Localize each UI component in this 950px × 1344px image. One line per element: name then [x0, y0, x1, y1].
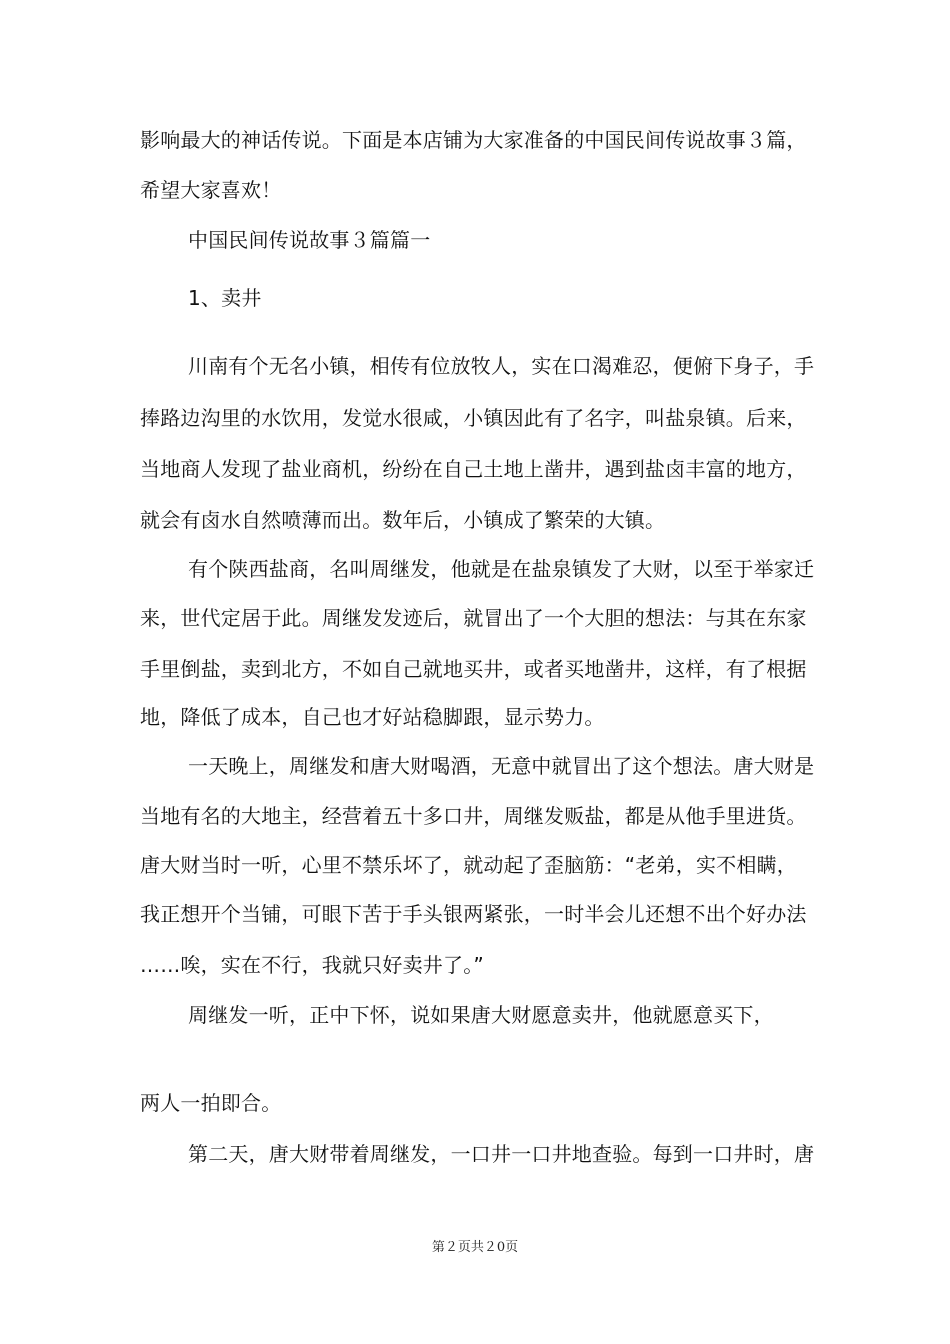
- text-line: 手里倒盐，卖到北方，不如自己就地买井，或者买地凿井，这样，有了根据: [140, 657, 807, 681]
- text-line: ……唉，实在不行，我就只好卖井了。”: [140, 953, 484, 977]
- text-line: 地，降低了成本，自己也才好站稳脚跟，显示势力。: [140, 705, 605, 729]
- text-line: 当地商人发现了盐业商机，纷纷在自己土地上凿井，遇到盐卤丰富的地方，: [140, 457, 807, 481]
- text-line: 有个陕西盐商，名叫周继发，他就是在盐泉镇发了大财，以至于举家迁: [188, 557, 815, 581]
- text-line: 当地有名的大地主，经营着五十多口井，周继发贩盐，都是从他手里进货。: [140, 804, 807, 828]
- section-heading: 中国民间传说故事３篇篇一: [188, 228, 431, 252]
- text-line: 川南有个无名小镇，相传有位放牧人，实在口渴难忍，便俯下身子，手: [188, 354, 815, 378]
- text-line: 希望大家喜欢！: [140, 178, 282, 202]
- text-line: 就会有卤水自然喷薄而出。数年后，小镇成了繁荣的大镇。: [140, 508, 666, 532]
- text-line: 一天晚上，周继发和唐大财喝酒，无意中就冒出了这个想法。唐大财是: [188, 754, 815, 778]
- text-line: 第二天，唐大财带着周继发，一口井一口井地查验。每到一口井时，唐: [188, 1142, 815, 1166]
- story-title: 1、卖井: [188, 286, 262, 310]
- text-line: 捧路边沟里的水饮用，发觉水很咸，小镇因此有了名字，叫盐泉镇。后来，: [140, 406, 807, 430]
- text-line: 唐大财当时一听，心里不禁乐坏了，就动起了歪脑筋：“老弟，实不相瞒，: [140, 853, 797, 877]
- page-footer: 第２页共２0页: [431, 1240, 519, 1255]
- text-line: 两人一拍即合。: [140, 1091, 282, 1115]
- text-line: 影响最大的神话传说。下面是本店铺为大家准备的中国民间传说故事３篇，: [140, 128, 807, 152]
- text-line: 我正想开个当铺，可眼下苦于手头银两紧张，一时半会儿还想不出个好办法: [140, 902, 807, 926]
- text-line: 周继发一听，正中下怀，说如果唐大财愿意卖井，他就愿意买下，: [188, 1003, 774, 1027]
- text-line: 来，世代定居于此。周继发发迹后，就冒出了一个大胆的想法：与其在东家: [140, 606, 807, 630]
